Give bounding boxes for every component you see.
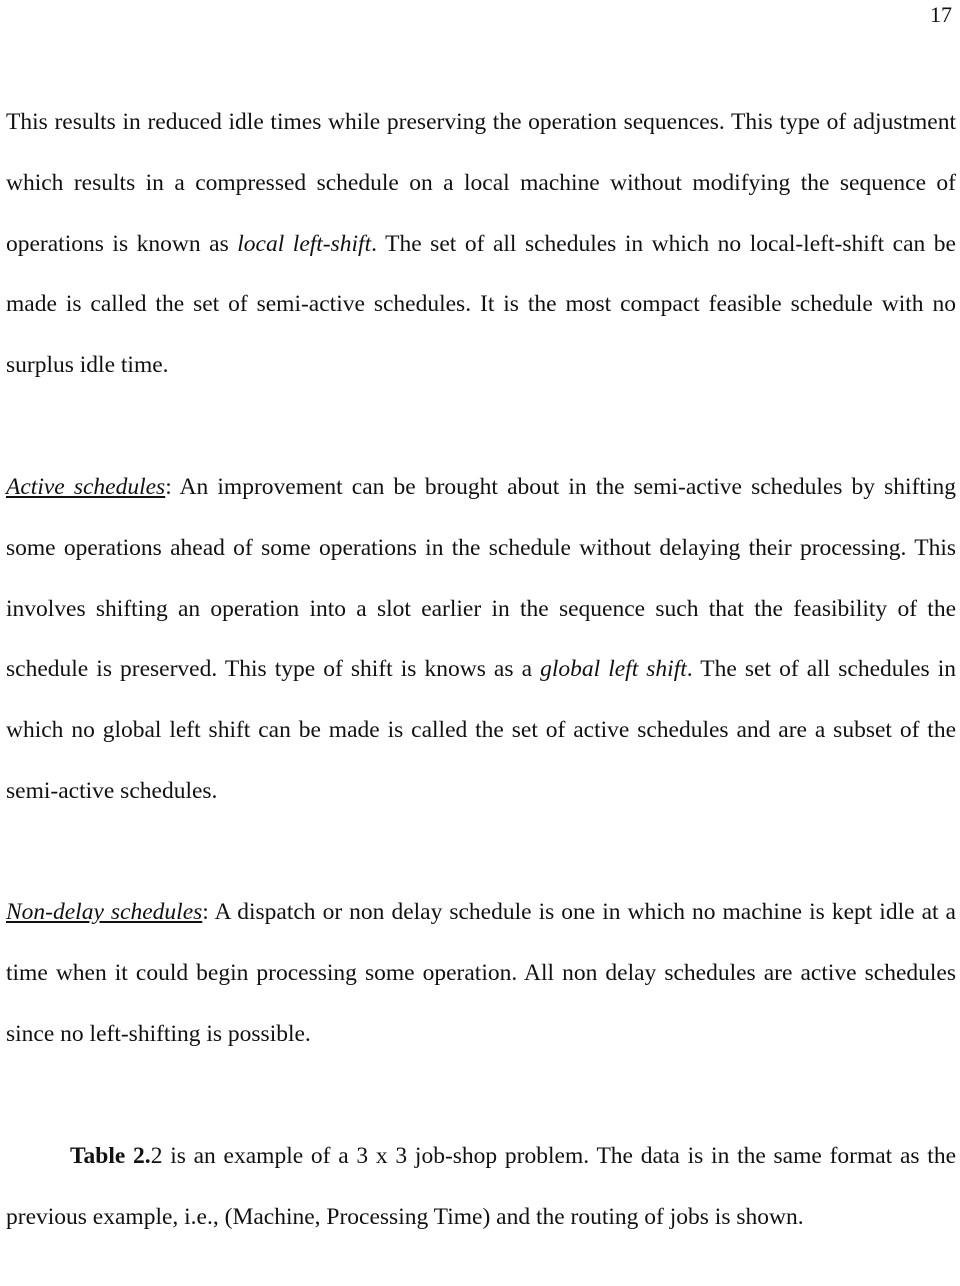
heading-colon: : bbox=[165, 474, 172, 500]
paragraph-text: . The set of all schedules in which no global left shift can be made is called the set of active schedules and are a subset of the semi-active schedules. bbox=[6, 656, 956, 804]
paragraph-non-delay-schedules bbox=[6, 882, 956, 1064]
paragraph-text: A dispatch or non delay schedule is one in which no machine is kept idle at a time when it could begin processing some operation. All non delay schedules are active schedules since no left-shifting is possible. bbox=[6, 899, 956, 1047]
heading-active-schedules: Active schedules bbox=[6, 474, 166, 500]
paragraph-text: This results in reduced idle times while preserving the operation sequences. This type of adjustment which results in a compressed schedule on a local machine without modifying the sequence of operations is known as bbox=[6, 109, 956, 257]
term-global-left-shift: global left shift bbox=[540, 656, 687, 683]
table-reference-number: 2 bbox=[150, 1143, 163, 1169]
paragraph-semi-active bbox=[6, 92, 956, 396]
paragraph-text: An improvement can be brought about in the semi-active schedules by shifting some operations ahead of some operations in the schedule without delaying their processing. This involves shifting an operation into a slot earlier in the sequence such that the feasibility of the schedule is preserved. This type of shift is knows as a bbox=[6, 474, 956, 683]
paragraph-table-reference bbox=[6, 1126, 956, 1248]
paragraph-text: . The set of all schedules in which no local-left-shift can be made is called the set of semi-active schedules. It is the most compact feasible schedule with no surplus idle time. bbox=[6, 230, 956, 379]
heading-non-delay-schedules: Non-delay schedules bbox=[6, 899, 203, 925]
heading-colon: : bbox=[202, 899, 209, 925]
paragraph-active-schedules bbox=[6, 457, 956, 822]
table-reference-bold: Table 2. bbox=[70, 1143, 151, 1169]
term-local-left-shift: local left-shift bbox=[237, 230, 372, 257]
paragraph-text: is an example of a 3 x 3 job-shop problem. The data is in the same format as the previous example, i.e., (Machine, Processing Time) and the routing of jobs is shown. bbox=[6, 1143, 957, 1230]
page-number: 17 bbox=[930, 2, 952, 27]
